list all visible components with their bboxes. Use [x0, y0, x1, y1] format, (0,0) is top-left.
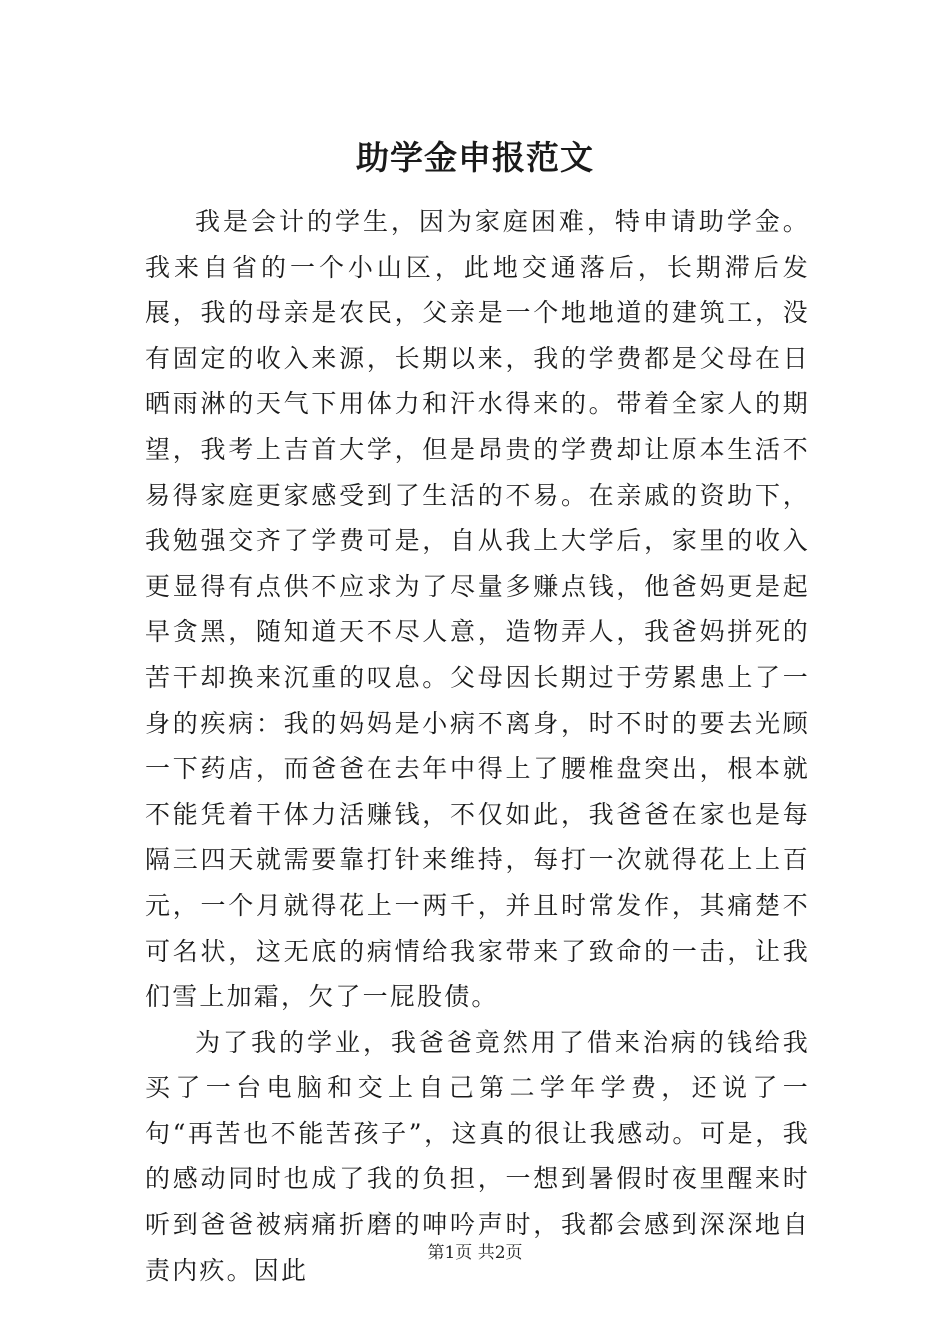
paragraph-1: 我是会计的学生，因为家庭困难，特申请助学金。我来自省的一个小山区，此地交通落后，长期滞后发展，我的母亲是农民，父亲是一个地地道的建筑工，没有固定的收入来源，长期以来，我的学费都是父母在日晒雨淋的天气下用体力和汗水得来的。带着全家人的期望，我考上吉首大学，但是昂贵的学费却让原本生活不易得家庭更家感受到了生活的不易。在亲戚的资助下，我勉强交齐了学费可是，自从我上大学后，家里的收入更显得有点供不应求为了尽量多赚点钱，他爸妈更是起早贪黑，随知道天不尽人意，造物弄人，我爸妈拼死的苦干却换来沉重的叹息。父母因长期过于劳累患上了一身的疾病：我的妈妈是小病不离身，时不时的要去光顾一下药店，而爸爸在去年中得上了腰椎盘突出，根本就不能凭着干体力活赚钱，不仅如此，我爸爸在家也是每隔三四天就需要靠打针来维持，每打一次就得花上上百元，一个月就得花上一两千，并且时常发作，其痛楚不可名状，这无底的病情给我家带来了致命的一击，让我们雪上加霜，欠了一屁股债。 [145, 207, 810, 1012]
document-title: 助学金申报范文 [356, 138, 594, 177]
document-body [145, 199, 810, 1293]
paragraph-2: 为了我的学业，我爸爸竟然用了借来治病的钱给我买了一台电脑和交上自己第二学年学费，还说了一句“再苦也不能苦孩子”，这真的很让我感动。可是，我的感动同时也成了我的负担，一想到暑假时夜里醒来时听到爸爸被病痛折磨的呻吟声时，我都会感到深深地自责内疚。因此 [145, 1027, 810, 1285]
page-number-footer: 第1页 共2页 [427, 1243, 523, 1263]
